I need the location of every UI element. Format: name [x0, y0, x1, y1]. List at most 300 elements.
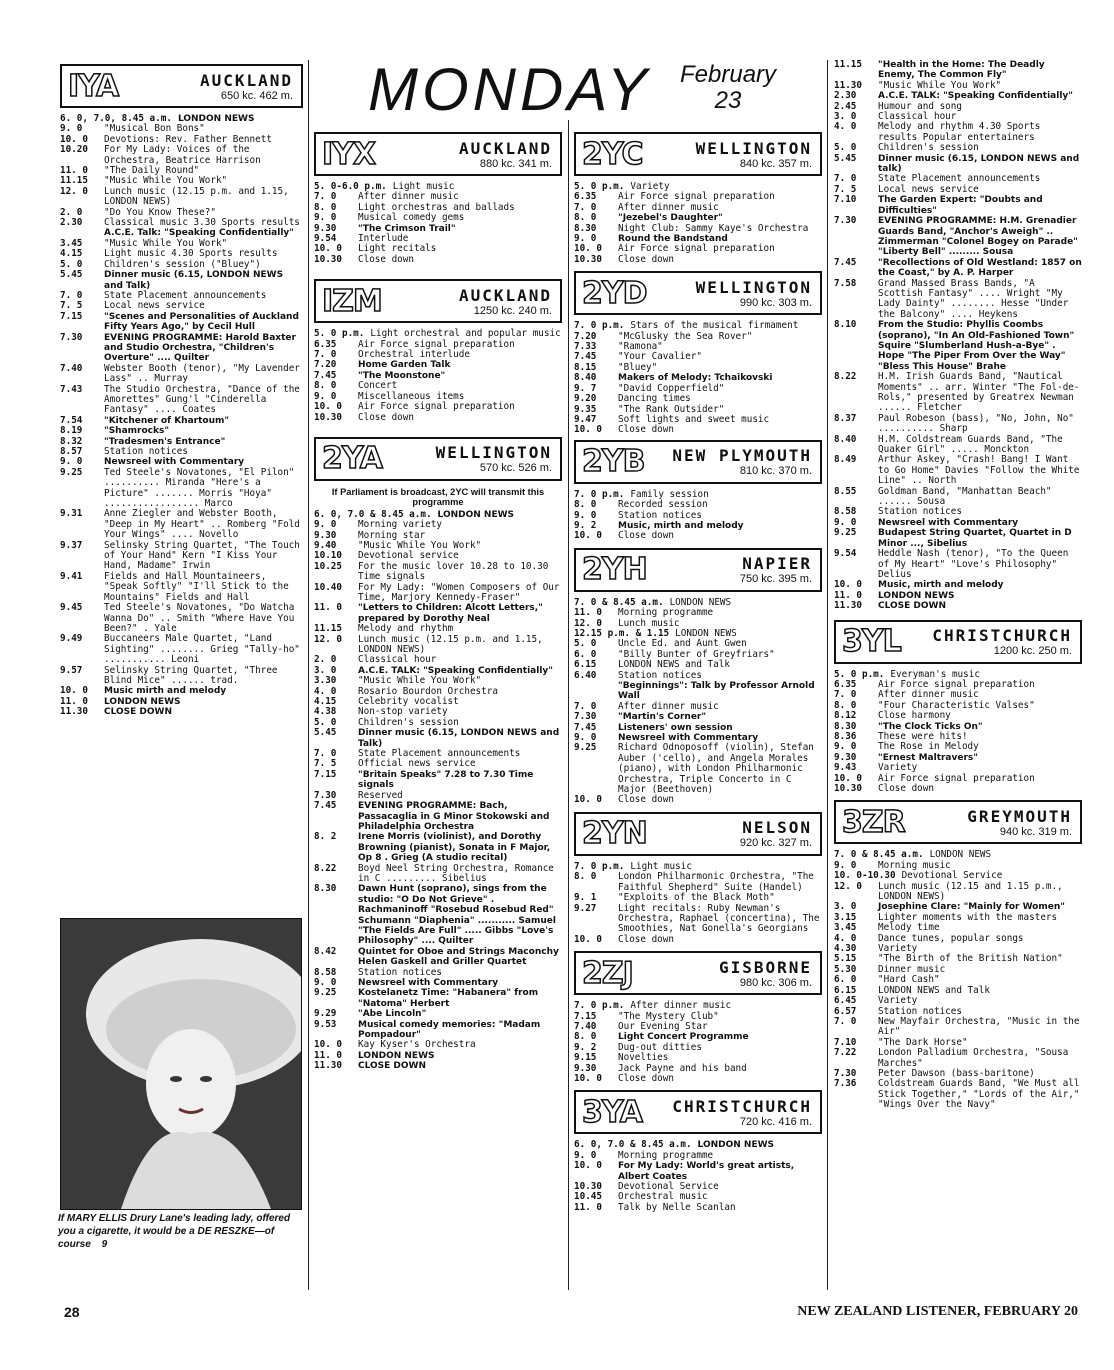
- programme-time: 4.15: [314, 696, 337, 708]
- programme-time: 8.10: [834, 319, 857, 331]
- programme-item: [834, 601, 1082, 611]
- programme-title: Coldstream Guards Band, "We Must all Stick Together," "Lords of the Air," "Wings Over the Navy": [878, 1078, 1080, 1111]
- month: February: [680, 61, 777, 88]
- programme-time: 7.36: [834, 1078, 857, 1090]
- programme-title: State Placement announcements: [878, 173, 1041, 185]
- programme-title: Air Force signal preparation: [618, 243, 775, 255]
- programme-title: Humour and song: [878, 100, 962, 112]
- station-header-iya: [60, 64, 303, 108]
- programme-item: [834, 102, 1082, 112]
- programme-time: 10. 0: [314, 1039, 342, 1051]
- caption-text: If MARY ELLIS Drury Lane's leading lady, offered you a cigarette, it would be a DE RESZKE—of course: [58, 1213, 291, 1250]
- programme-item: [834, 258, 1082, 279]
- programme-item: [60, 634, 303, 665]
- programme-time: 6. 0, 7.0, 8.45 a.m.: [60, 113, 172, 124]
- station-city: NELSON: [742, 818, 812, 838]
- station-logo: IYX: [322, 136, 376, 172]
- woman-in-hat-image: [61, 919, 301, 1209]
- programme-title: "Bluey": [618, 361, 658, 373]
- programme-title: "Music While You Work": [358, 675, 482, 687]
- programme-time: 9. 2: [574, 1041, 597, 1053]
- programme-time: [574, 681, 618, 702]
- programme-time: 9. 0: [574, 1149, 597, 1161]
- programme-time: 5. 0 p.m.: [834, 668, 885, 680]
- programme-item: [574, 1022, 822, 1032]
- programme-time: 10. 0: [574, 243, 602, 255]
- programme-title: Peter Dawson (bass-baritone): [878, 1067, 1035, 1079]
- station-logo: 2YH: [582, 552, 647, 588]
- programme-title: "The Crimson Trail": [358, 223, 456, 234]
- programme-time: 8.22: [314, 862, 337, 874]
- programme-title: After dinner music: [618, 201, 719, 213]
- programme-item: [314, 864, 562, 885]
- programme-title: Air Force signal preparation: [878, 772, 1035, 784]
- programme-title: Quintet for Oboe and Strings Maconchy: [358, 946, 559, 957]
- programme-item: [574, 1203, 822, 1213]
- programme-title: Air Force signal preparation: [618, 191, 775, 203]
- programme-title: Close harmony: [878, 710, 951, 722]
- programme-title: After dinner music: [618, 700, 719, 712]
- station-header-3ya: [574, 1090, 822, 1134]
- programme-time: 9.15: [574, 1052, 597, 1064]
- programme-title: Uncle Ed. and Aunt Gwen: [618, 638, 747, 650]
- column-3: [574, 128, 822, 1213]
- programme-title: Dancing times: [618, 393, 691, 405]
- programme-time: 7. 0 p.m.: [574, 320, 625, 332]
- programme-title: "Kitchener of Khartoum": [104, 415, 230, 426]
- programme-list: [574, 182, 822, 265]
- programme-time: 9.31: [60, 508, 83, 520]
- programme-title: LONDON NEWS: [177, 114, 255, 124]
- page-title-date: [680, 62, 776, 114]
- programme-time: 7.10: [834, 194, 857, 206]
- programme-time: 7. 5: [60, 300, 83, 312]
- programme-title: Non-stop variety: [358, 706, 448, 718]
- programme-title: Orchestral interlude: [358, 349, 470, 361]
- programme-title: "Musical Bon Bons": [104, 123, 205, 135]
- programme-time: 7.54: [60, 414, 83, 426]
- programme-item: [60, 509, 303, 540]
- programme-item: [574, 904, 822, 935]
- programme-title: For My Lady: Voices of the Orchestra, Beatrice Harrison: [104, 144, 261, 166]
- programme-item: [314, 655, 562, 665]
- programme-item: [834, 1079, 1082, 1110]
- station-city: WELLINGTON: [695, 138, 812, 158]
- programme-title: "Shamrocks": [104, 426, 170, 437]
- programme-title: Buccaneers Male Quartet, "Land Sighting" ........ Grieg "Tally-ho" ........... Leoni: [104, 633, 300, 666]
- programme-item: [314, 635, 562, 656]
- programme-item: [574, 394, 822, 404]
- programme-time: 7.30: [60, 331, 83, 343]
- programme-item: [574, 425, 822, 435]
- programme-item: [834, 996, 1082, 1006]
- programme-title: "Music While You Work": [878, 79, 1002, 91]
- programme-title: Listeners' own session: [618, 722, 733, 733]
- station-info: [459, 139, 560, 170]
- programme-title: Ted Steele's Novatones, "El Pilon" .......... Miranda "Here's a Picture" ....... Morris "Hoya" ................. Marco: [104, 466, 295, 510]
- programme-time: 9. 1: [574, 892, 597, 904]
- station-logo: 3YL: [842, 624, 901, 660]
- programme-title: Station notices: [878, 506, 962, 518]
- programme-item: [314, 1061, 562, 1071]
- programme-title: Devotions: Rev. Father Bennett: [104, 133, 272, 145]
- programme-title: Rosario Bourdon Orchestra: [358, 685, 498, 697]
- programme-time: 9. 0: [60, 456, 83, 468]
- programme-item: [60, 572, 303, 603]
- programme-time: 5.45: [314, 727, 337, 739]
- programme-time: 7.43: [60, 383, 83, 395]
- programme-title: "Ernest Maltravers": [878, 752, 978, 763]
- programme-title: Light music 4.30 Sports results: [104, 248, 278, 260]
- station-freq: 840 kc. 357 m.: [739, 157, 812, 170]
- programme-item: [60, 416, 303, 426]
- programme-title: Melody time: [878, 922, 940, 934]
- programme-list: [834, 60, 1082, 612]
- programme-item: [314, 603, 562, 624]
- station-info: [967, 807, 1080, 838]
- station-info: [696, 278, 820, 309]
- programme-item: [574, 531, 822, 541]
- programme-title: From the Studio: Phyllis Coombs (soprano), "In An Old-Fashioned Town" Squire "Slumberland Hush-a-Bye" . Hope "The Piper From Over the Way" "Bless This House" Brahe: [878, 320, 1075, 372]
- programme-time: 5. 0-6.0 p.m.: [314, 181, 387, 192]
- programme-item: [834, 913, 1082, 923]
- programme-title: A.C.E. TALK: "Speaking Confidentially": [358, 665, 553, 676]
- programme-title: "Beginnings": Talk by Professor Arnold Wall: [618, 681, 815, 702]
- programme-title: Close down: [618, 424, 674, 436]
- programme-title: "Health in the Home: The Deadly Enemy, The Common Fly": [878, 60, 1045, 81]
- programme-item: [834, 701, 1082, 711]
- programme-title: After dinner music: [878, 689, 979, 701]
- programme-title: Celebrity vocalist: [358, 696, 459, 708]
- programme-title: Morning programme: [618, 1149, 714, 1161]
- programme-list: [574, 1140, 822, 1213]
- programme-title: "Tradesmen's Entrance": [104, 436, 226, 447]
- programme-time: 9. 0: [834, 516, 857, 528]
- programme-time: 8.22: [834, 371, 857, 383]
- station-logo: 2YA: [322, 441, 382, 477]
- programme-time: 9.53: [314, 1018, 337, 1030]
- station-info: [672, 1097, 820, 1128]
- programme-time: 10. 0: [574, 424, 602, 436]
- programme-title: For the music lover 10.28 to 10.30 Time signals: [358, 560, 549, 583]
- programme-title: Children's session: [878, 142, 979, 154]
- programme-title: Variety: [878, 943, 918, 955]
- station-header-2yn: [574, 812, 822, 856]
- station-freq: 990 kc. 303 m.: [739, 296, 812, 309]
- programme-title: Irene Morris (violinist), and Dorothy Browning (pianist), Sonata in F Major, Op 8 . Grieg (A studio recital): [358, 832, 551, 864]
- programme-item: [574, 935, 822, 945]
- programme-time: 4.15: [60, 248, 83, 260]
- programme-title: Everyman's music: [890, 668, 980, 680]
- programme-time: 3.45: [834, 922, 857, 934]
- programme-title: Dance tunes, popular songs: [878, 932, 1024, 944]
- programme-time: 7.15: [60, 310, 83, 322]
- programme-title: Newsreel with Commentary: [618, 733, 759, 744]
- programme-time: 5. 0 p.m.: [574, 181, 625, 192]
- programme-title: "Your Cavalier": [618, 351, 702, 363]
- programme-time: 7.58: [834, 277, 857, 289]
- programme-title: After dinner music: [630, 1000, 732, 1012]
- programme-time: 11.15: [314, 623, 342, 635]
- programme-item: [574, 795, 822, 805]
- programme-item: [834, 507, 1082, 517]
- programme-title: Children's session: [358, 716, 459, 728]
- programme-time: 7. 0: [834, 1015, 857, 1027]
- programme-title: "Do You Know These?": [104, 206, 216, 218]
- programme-time: 9.30: [574, 1062, 597, 1074]
- programme-time: 10. 0: [574, 530, 602, 542]
- programme-title: Orchestral music: [618, 1191, 708, 1203]
- programme-item: [834, 528, 1082, 549]
- programme-time: 11. 0: [574, 607, 602, 619]
- programme-time: 12. 0: [60, 185, 88, 197]
- programme-time: 8.15: [574, 361, 597, 373]
- programme-item: [574, 244, 822, 254]
- programme-item: [834, 279, 1082, 321]
- programme-title: Station notices: [358, 966, 442, 978]
- programme-time: 3.15: [834, 911, 857, 923]
- programme-time: 7. 0: [574, 700, 597, 712]
- programme-title: New Mayfair Orchestra, "Music in the Air": [878, 1015, 1080, 1038]
- station-city: CHRISTCHURCH: [672, 1096, 812, 1116]
- programme-time: 6. 0: [574, 648, 597, 660]
- programme-item: [314, 1051, 562, 1061]
- programme-title: Devotional Service: [618, 1181, 719, 1192]
- programme-time: 8.37: [834, 412, 857, 424]
- programme-item: [834, 784, 1082, 794]
- programme-title: Morning music: [878, 859, 951, 871]
- programme-time: 6. 0, 7.0 & 8.45 a.m.: [314, 508, 432, 520]
- programme-title: Ted Steele's Novatones, "Do Watcha Wanna Do" .. Smith "Where Have You Been?" . Yale: [104, 602, 295, 634]
- programme-title: Goldman Band, "Manhattan Beach" ...... Sousa: [878, 485, 1052, 508]
- programme-item: [574, 1151, 822, 1161]
- programme-item: [60, 260, 303, 270]
- programme-item: [314, 244, 562, 254]
- programme-title: Classical music 3.30 Sports results: [104, 217, 300, 229]
- programme-time: 9. 0: [834, 741, 857, 753]
- programme-time: 7.30: [574, 711, 597, 723]
- programme-title: CLOSE DOWN: [358, 1061, 427, 1072]
- programme-title: LONDON NEWS: [669, 596, 732, 608]
- station-logo: 2YD: [582, 275, 647, 311]
- programme-title: Light orchestral and popular music: [370, 328, 561, 340]
- advert-photo: [60, 918, 302, 1210]
- programme-time: 10.30: [574, 1181, 602, 1192]
- programme-item: [574, 203, 822, 213]
- programme-title: Close down: [618, 794, 674, 806]
- programme-title: CLOSE DOWN: [878, 601, 947, 612]
- programme-item: [834, 1048, 1082, 1069]
- programme-title: Paul Robeson (bass), "No, John, No" .......... Sharp: [878, 412, 1074, 435]
- programme-time: 8.40: [574, 372, 597, 384]
- programme-title: Arthur Askey, "Crash! Bang! I Want to Go Home" Davies "Follow the White Line" .. North: [878, 454, 1080, 487]
- programme-item: [314, 350, 562, 360]
- programme-time: 11.30: [314, 1060, 342, 1072]
- station-info: [200, 71, 301, 102]
- station-logo: 2ZJ: [582, 955, 633, 991]
- programme-item: [834, 487, 1082, 508]
- programme-time: 8. 0: [314, 201, 337, 213]
- programme-time: 8. 2: [314, 831, 337, 843]
- programme-title: The Studio Orchestra, "Dance of the Amorettes" Gung'l "Cinderella Fantasy" .... Coates: [104, 383, 300, 416]
- programme-title: Music mirth and melody: [104, 686, 227, 697]
- programme-time: 7.30: [834, 1067, 857, 1079]
- programme-time: 11.15: [60, 175, 88, 187]
- programme-time: 8.57: [60, 446, 83, 457]
- programme-item: [314, 884, 562, 946]
- programme-time: 10. 0: [60, 685, 88, 697]
- programme-time: 9.37: [60, 539, 83, 551]
- programme-time: 8.30: [574, 222, 597, 234]
- column-1: [60, 60, 303, 718]
- programme-time: 7. 5: [834, 183, 857, 195]
- programme-item: [574, 1161, 822, 1182]
- programme-time: 7.33: [574, 341, 597, 353]
- programme-title: Local news service: [878, 183, 979, 195]
- programme-title: The Garden Expert: "Doubts and Difficulties": [878, 195, 1043, 216]
- programme-title: "Billy Bunter of Greyfriars": [618, 648, 775, 660]
- programme-title: Recorded session: [618, 499, 708, 511]
- programme-title: Local news service: [104, 300, 205, 312]
- station-freq: 810 kc. 370 m.: [739, 465, 812, 478]
- programme-time: 11. 0: [314, 1049, 342, 1061]
- programme-time: 6.35: [574, 191, 597, 203]
- programme-time: 5.45: [834, 152, 857, 164]
- station-info: [719, 958, 820, 989]
- programme-time: 8.40: [834, 433, 857, 445]
- programme-title: Devotional service: [358, 550, 459, 562]
- programme-title: Classical hour: [878, 111, 957, 123]
- programme-time: 9. 0: [574, 732, 597, 744]
- station-freq: 1250 kc. 240 m.: [473, 304, 552, 317]
- programme-title: "McGlusky the Sea Rover": [618, 330, 753, 342]
- programme-title: Helen Gaskell and Griller Quartet: [358, 957, 527, 968]
- programme-list: [574, 598, 822, 806]
- programme-time: 9. 0: [574, 509, 597, 521]
- programme-time: 9. 0: [314, 390, 337, 402]
- programme-title: "The Rank Outsider": [618, 403, 725, 415]
- programme-time: 9.30: [834, 751, 857, 763]
- programme-title: Station notices: [104, 446, 188, 457]
- programme-item: [574, 521, 822, 531]
- station-header-2yc: [574, 132, 822, 176]
- station-header-izm: [314, 279, 562, 323]
- programme-title: Dinner music (6.15, LONDON NEWS and Talk): [104, 270, 284, 291]
- programme-title: H.M. Irish Guards Band, "Nautical Moments" .. arr. Winter "The Fol-de-Rols," presented by Greatrex Newman ...... Fletcher: [878, 371, 1080, 414]
- programme-item: [574, 384, 822, 394]
- programme-item: [834, 711, 1082, 721]
- programme-item: [574, 723, 822, 733]
- programme-time: 11.30: [834, 600, 862, 612]
- programme-time: 5. 0 p.m.: [314, 328, 365, 340]
- programme-item: [60, 697, 303, 707]
- programme-title: Close down: [618, 1072, 674, 1084]
- programme-time: 8.30: [834, 720, 857, 732]
- programme-item: [574, 1064, 822, 1074]
- programme-time: 10. 0: [574, 933, 602, 945]
- programme-title: Stars of the musical firmament: [630, 320, 799, 332]
- programme-title: Light music: [392, 181, 455, 192]
- page-number: 28: [64, 1304, 80, 1320]
- programme-item: [834, 591, 1082, 601]
- programme-time: 12. 0: [314, 633, 342, 645]
- programme-title: EVENING PROGRAMME: Bach, Passacaglia in G Minor Stokowski and Philadelphia Orchestra: [358, 801, 550, 832]
- programme-title: "Britain Speaks" 7.28 to 7.30 Time signals: [358, 769, 534, 791]
- programme-item: [574, 511, 822, 521]
- programme-time: 7. 0: [834, 689, 857, 701]
- station-info: [459, 286, 560, 317]
- programme-item: [574, 352, 822, 362]
- programme-item: [834, 986, 1082, 996]
- programme-time: 7. 0 & 8.45 a.m.: [834, 849, 924, 861]
- station-freq: 940 kc. 319 m.: [999, 825, 1072, 838]
- programme-title: "Ramona": [618, 341, 663, 353]
- programme-time: 11.15: [834, 59, 862, 70]
- programme-time: 9. 2: [574, 519, 597, 531]
- programme-title: "Scenes and Personalities of Auckland Fifty Years Ago," by Cecil Hull: [104, 311, 299, 333]
- programme-time: 11. 0: [60, 165, 88, 177]
- programme-time: 3. 0: [834, 901, 857, 913]
- programme-time: 9.25: [834, 527, 857, 539]
- programme-time: 10.25: [314, 560, 342, 572]
- programme-title: "Exploits of the Black Moth": [618, 892, 775, 904]
- programme-time: 5. 0: [834, 142, 857, 154]
- programme-item: [314, 718, 562, 728]
- column-rule: [827, 60, 828, 1290]
- programme-title: LONDON NEWS: [437, 509, 515, 520]
- programme-title: "The Clock Ticks On": [878, 721, 983, 732]
- programme-title: Selinsky String Quartet, "Three Blind Mice" ...... trad.: [104, 664, 278, 686]
- programme-item: [60, 385, 303, 416]
- station-freq: 880 kc. 341 m.: [479, 157, 552, 170]
- programme-title: Newsreel with Commentary: [358, 978, 499, 988]
- programme-item: [574, 224, 822, 234]
- programme-time: 6.35: [834, 678, 857, 690]
- programme-time: 5. 0: [60, 258, 83, 270]
- station-city: CHRISTCHURCH: [932, 626, 1072, 646]
- programme-item: [834, 143, 1082, 153]
- programme-item: [60, 426, 303, 436]
- programme-title: Morning star: [358, 529, 426, 541]
- programme-title: Selinsky String Quartet, "The Touch of Your Hand" Kern "I Kiss Your Hand, Madame" Irwin: [104, 539, 300, 572]
- programme-title: Miscellaneous items: [358, 390, 465, 402]
- programme-time: 10. 0: [574, 1072, 602, 1084]
- station-logo: 2YC: [582, 136, 643, 172]
- programme-item: [314, 988, 562, 1009]
- programme-title: Soft lights and sweet music: [618, 413, 770, 425]
- programme-item: [314, 1020, 562, 1041]
- programme-title: Lunch music (12.15 p.m. and 1.15, LONDON NEWS): [104, 185, 289, 208]
- programme-time: 9.54: [834, 548, 857, 560]
- programme-item: [834, 81, 1082, 91]
- programme-title: "Hard Cash": [878, 974, 940, 986]
- programme-time: 6. 0: [834, 974, 857, 986]
- programme-title: Light recitals: [358, 243, 437, 255]
- programme-time: 7.40: [574, 1020, 597, 1032]
- column-rule: [308, 60, 309, 1290]
- programme-time: 10. 0-10.30: [834, 870, 896, 882]
- programme-title: Lunch music (12.15 and 1.15 p.m., LONDON NEWS): [878, 880, 1063, 903]
- programme-time: 8.42: [314, 945, 337, 957]
- programme-title: Josephine Clare: "Mainly for Women": [878, 902, 1065, 913]
- programme-item: [314, 224, 562, 234]
- programme-item: [834, 934, 1082, 944]
- programme-title: Station notices: [618, 669, 702, 681]
- programme-title: LONDON NEWS: [878, 590, 955, 601]
- programme-title: A.C.E. Talk: "Speaking Confidentially": [104, 228, 294, 239]
- programme-title: Dug-out ditties: [618, 1041, 702, 1053]
- programme-time: 7. 0 p.m.: [574, 860, 625, 872]
